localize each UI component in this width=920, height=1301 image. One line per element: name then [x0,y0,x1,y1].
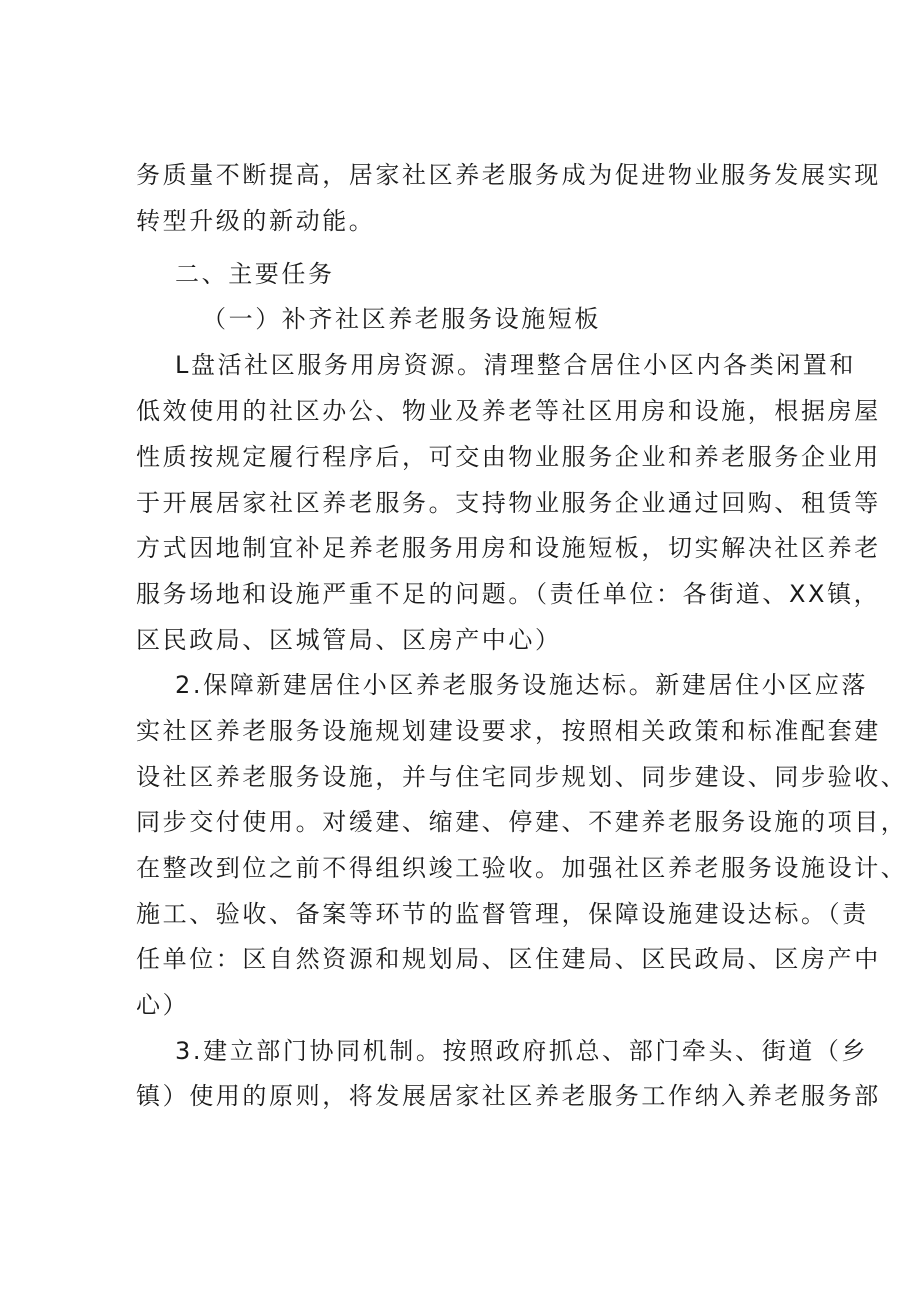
body-text-line: 任单位：区自然资源和规划局、区住建局、区民政局、区房产中 [136,945,881,973]
body-text-line: 务质量不断提高，居家社区养老服务成为促进物业服务发展实现 [136,161,881,189]
body-text-line: 镇）使用的原则，将发展居家社区养老服务工作纳入养老服务部 [136,1082,881,1110]
body-text-line: 方式因地制宜补足养老服务用房和设施短板，切实解决社区养老 [136,534,881,562]
body-text-line: 转型升级的新动能。 [136,207,376,235]
paragraph-first-line: 3.建立部门协同机制。按照政府抓总、部门牵头、街道（乡 [175,1037,869,1065]
body-text-line: 同步交付使用。对缓建、缩建、停建、不建养老服务设施的项目， [136,808,908,836]
paragraph-first-line: L盘活社区服务用房资源。清理整合居住小区内各类闲置和 [175,351,856,379]
body-text-line: 设社区养老服务设施，并与住宅同步规划、同步建设、同步验收、 [136,763,908,791]
subsection-heading: （一）补齐社区养老服务设施短板 [202,305,601,333]
body-text-line: 于开展居家社区养老服务。支持物业服务企业通过回购、租赁等 [136,489,881,517]
body-text-line: 施工、验收、备案等环节的监督管理，保障设施建设达标。（责 [136,900,869,928]
body-text-line: 在整改到位之前不得组织竣工验收。加强社区养老服务设施设计、 [136,854,908,882]
body-text-line: 心） [136,991,190,1019]
body-text-line: 低效使用的社区办公、物业及养老等社区用房和设施，根据房屋 [136,397,881,425]
body-text-line: 区民政局、区城管局、区房产中心） [136,626,562,654]
body-text-line: 性质按规定履行程序后，可交由物业服务企业和养老服务企业用 [136,443,881,471]
section-heading: 二、主要任务 [175,260,335,288]
body-text-line: 实社区养老服务设施规划建设要求，按照相关政策和标准配套建 [136,717,881,745]
body-text-line: 服务场地和设施严重不足的问题。（责任单位：各街道、XX镇， [136,580,881,608]
paragraph-first-line: 2.保障新建居住小区养老服务设施达标。新建居住小区应落 [175,671,869,699]
